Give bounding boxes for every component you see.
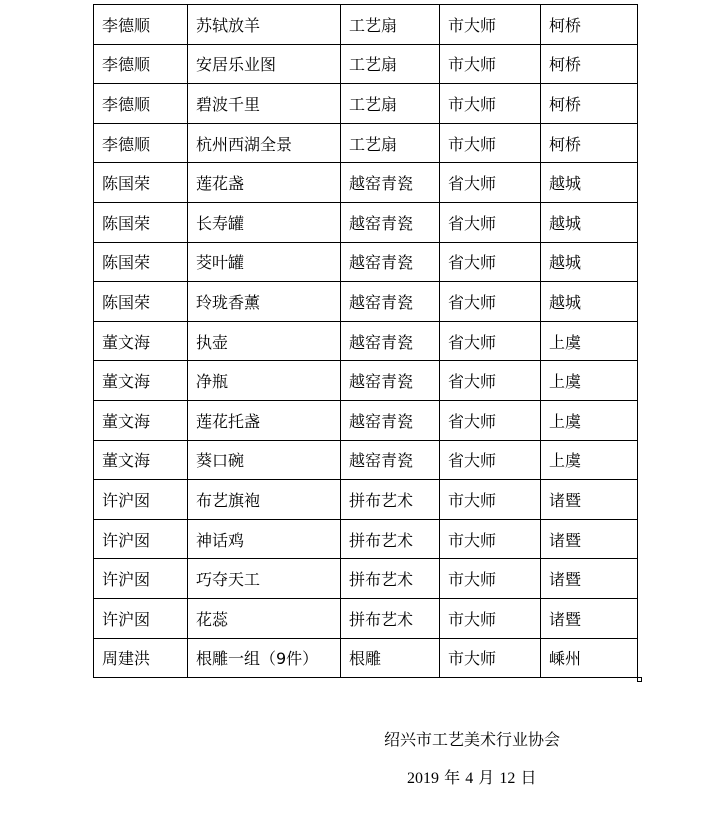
cell-district: 上虞 xyxy=(541,440,638,480)
cell-artist: 董文海 xyxy=(94,440,188,480)
cell-artist: 李德顺 xyxy=(94,44,188,84)
cell-district: 上虞 xyxy=(541,400,638,440)
cell-district: 上虞 xyxy=(541,361,638,401)
cell-craft-category: 越窑青瓷 xyxy=(341,361,440,401)
table-row xyxy=(94,242,638,282)
cell-craft-category: 拼布艺术 xyxy=(341,598,440,638)
cell-artist: 许沪囡 xyxy=(94,559,188,599)
cell-work-title: 净瓶 xyxy=(188,361,341,401)
cell-craft-category: 工艺扇 xyxy=(341,84,440,124)
cell-master-level: 市大师 xyxy=(440,519,541,559)
cell-master-level: 省大师 xyxy=(440,321,541,361)
cell-master-level: 市大师 xyxy=(440,559,541,599)
cell-artist: 董文海 xyxy=(94,321,188,361)
cell-district: 越城 xyxy=(541,163,638,203)
table-resize-handle[interactable] xyxy=(637,677,642,682)
cell-work-title: 根雕一组（9件） xyxy=(188,638,341,678)
cell-work-title: 花蕊 xyxy=(188,598,341,638)
cell-craft-category: 越窑青瓷 xyxy=(341,440,440,480)
cell-work-title: 莲花托盏 xyxy=(188,400,341,440)
cell-master-level: 市大师 xyxy=(440,480,541,520)
cell-master-level: 市大师 xyxy=(440,123,541,163)
cell-work-title: 布艺旗袍 xyxy=(188,480,341,520)
cell-district: 诸暨 xyxy=(541,559,638,599)
cell-master-level: 省大师 xyxy=(440,361,541,401)
cell-master-level: 省大师 xyxy=(440,242,541,282)
table-row xyxy=(94,559,638,599)
cell-master-level: 市大师 xyxy=(440,598,541,638)
cell-artist: 李德顺 xyxy=(94,123,188,163)
cell-work-title: 巧夺天工 xyxy=(188,559,341,599)
date-month-char: 月 xyxy=(478,768,495,787)
date-year-char: 年 xyxy=(444,768,461,787)
cell-artist: 董文海 xyxy=(94,361,188,401)
cell-master-level: 市大师 xyxy=(440,5,541,45)
date-month: 4 xyxy=(465,770,474,787)
cell-work-title: 碧波千里 xyxy=(188,84,341,124)
cell-work-title: 玲珑香薰 xyxy=(188,282,341,322)
cell-master-level: 省大师 xyxy=(440,282,541,322)
cell-master-level: 市大师 xyxy=(440,84,541,124)
cell-district: 柯桥 xyxy=(541,44,638,84)
cell-craft-category: 越窑青瓷 xyxy=(341,282,440,322)
works-table-body xyxy=(94,5,638,678)
cell-district: 诸暨 xyxy=(541,519,638,559)
date-year: 2019 xyxy=(407,770,439,787)
table-row xyxy=(94,84,638,124)
cell-district: 上虞 xyxy=(541,321,638,361)
cell-artist: 李德顺 xyxy=(94,5,188,45)
table-row xyxy=(94,282,638,322)
cell-craft-category: 越窑青瓷 xyxy=(341,400,440,440)
table-row xyxy=(94,321,638,361)
table-row xyxy=(94,5,638,45)
cell-craft-category: 越窑青瓷 xyxy=(341,242,440,282)
cell-district: 柯桥 xyxy=(541,5,638,45)
table-row xyxy=(94,202,638,242)
cell-district: 诸暨 xyxy=(541,598,638,638)
organization-name: 绍兴市工艺美术行业协会 xyxy=(384,730,561,749)
cell-district: 越城 xyxy=(541,282,638,322)
cell-master-level: 省大师 xyxy=(440,202,541,242)
document-date xyxy=(407,765,537,788)
cell-artist: 许沪囡 xyxy=(94,519,188,559)
cell-artist: 许沪囡 xyxy=(94,598,188,638)
cell-artist: 陈国荣 xyxy=(94,242,188,282)
cell-work-title: 执壶 xyxy=(188,321,341,361)
cell-craft-category: 拼布艺术 xyxy=(341,559,440,599)
cell-work-title: 苏轼放羊 xyxy=(188,5,341,45)
cell-craft-category: 根雕 xyxy=(341,638,440,678)
cell-artist: 陈国荣 xyxy=(94,163,188,203)
table-row xyxy=(94,519,638,559)
cell-craft-category: 工艺扇 xyxy=(341,44,440,84)
cell-district: 越城 xyxy=(541,202,638,242)
table-row xyxy=(94,361,638,401)
cell-artist: 周建洪 xyxy=(94,638,188,678)
date-day-char: 日 xyxy=(520,768,537,787)
cell-craft-category: 工艺扇 xyxy=(341,5,440,45)
table-row xyxy=(94,400,638,440)
date-day: 12 xyxy=(499,770,516,787)
cell-master-level: 省大师 xyxy=(440,400,541,440)
cell-craft-category: 拼布艺术 xyxy=(341,519,440,559)
cell-artist: 陈国荣 xyxy=(94,282,188,322)
cell-master-level: 市大师 xyxy=(440,44,541,84)
table-row xyxy=(94,440,638,480)
cell-district: 嵊州 xyxy=(541,638,638,678)
cell-master-level: 省大师 xyxy=(440,163,541,203)
cell-craft-category: 工艺扇 xyxy=(341,123,440,163)
cell-work-title: 神话鸡 xyxy=(188,519,341,559)
cell-craft-category: 拼布艺术 xyxy=(341,480,440,520)
cell-artist: 陈国荣 xyxy=(94,202,188,242)
cell-artist: 李德顺 xyxy=(94,84,188,124)
cell-craft-category: 越窑青瓷 xyxy=(341,321,440,361)
cell-master-level: 省大师 xyxy=(440,440,541,480)
cell-craft-category: 越窑青瓷 xyxy=(341,163,440,203)
works-table xyxy=(93,4,638,678)
cell-work-title: 茭叶罐 xyxy=(188,242,341,282)
cell-artist: 许沪囡 xyxy=(94,480,188,520)
table-row xyxy=(94,44,638,84)
table-row xyxy=(94,123,638,163)
cell-master-level: 市大师 xyxy=(440,638,541,678)
cell-district: 柯桥 xyxy=(541,123,638,163)
cell-work-title: 安居乐业图 xyxy=(188,44,341,84)
cell-work-title: 杭州西湖全景 xyxy=(188,123,341,163)
cell-work-title: 葵口碗 xyxy=(188,440,341,480)
table-row xyxy=(94,598,638,638)
cell-district: 柯桥 xyxy=(541,84,638,124)
cell-craft-category: 越窑青瓷 xyxy=(341,202,440,242)
table-row xyxy=(94,480,638,520)
table-row xyxy=(94,638,638,678)
cell-work-title: 长寿罐 xyxy=(188,202,341,242)
cell-district: 诸暨 xyxy=(541,480,638,520)
cell-work-title: 莲花盏 xyxy=(188,163,341,203)
cell-district: 越城 xyxy=(541,242,638,282)
cell-artist: 董文海 xyxy=(94,400,188,440)
table-row xyxy=(94,163,638,203)
